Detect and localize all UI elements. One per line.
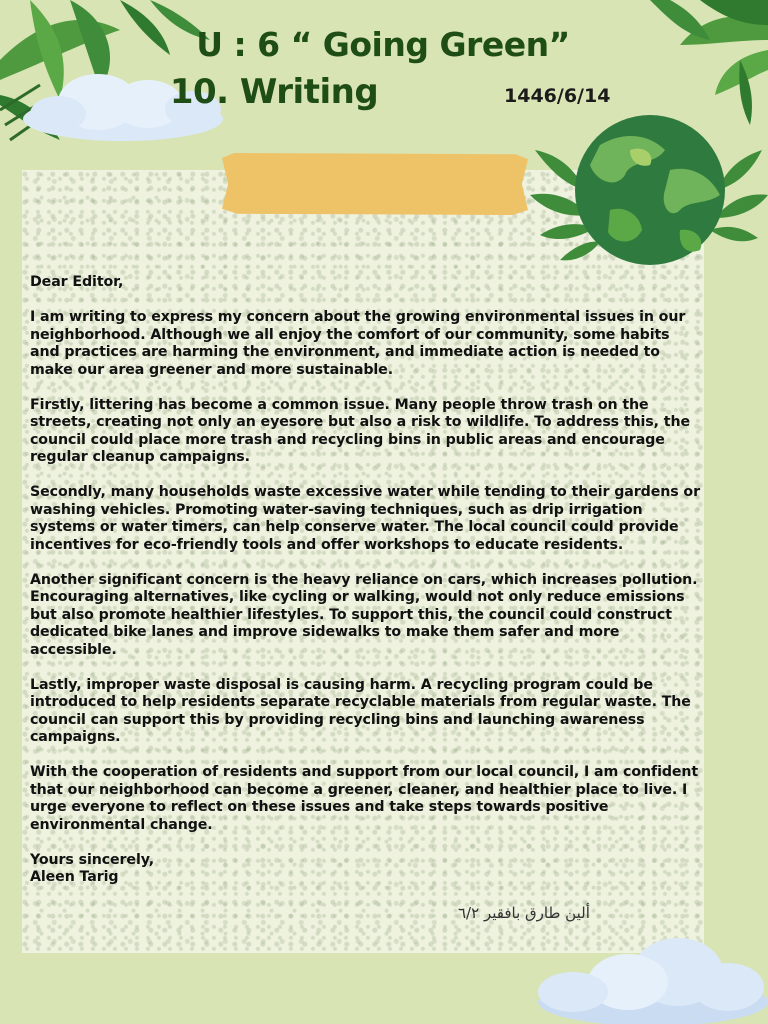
letter-salutation: Dear Editor, [30,274,124,290]
handwritten-note: ألين طارق بافقير ٦/٢ [458,904,590,922]
letter-body [30,274,702,887]
letter-paragraph: Another significant concern is the heavy reliance on cars, which increases pollution. Encouraging alternatives, like cycling or walking, would not only reduce emissions but also promote healthier lifestyles. To support this, the council could construct dedicated bike lanes and improve sidewalks to make them safer and more accessible. [30,571,698,658]
letter-paragraph: Secondly, many households waste excessive water while tending to their gardens or washing vehicles. Promoting water-saving techniques, such as drip irrigation systems or water timers, can help conserve water. The local council could provide incentives for eco-friendly tools and offer workshops to educate residents. [30,484,700,553]
letter-signature: Aleen Tarig [30,869,119,885]
letter-closing: Yours sincerely, [30,851,155,868]
letter-paragraph: I am writing to express my concern about the growing environmental issues in our neighborhood. Although we all enjoy the comfort of our community, some habits and practices are harming the environment, and immediate action is needed to make our area greener and more sustainable. [30,309,686,378]
section-title: 10. Writing [169,72,379,112]
letter-paragraph: Lastly, improper waste disposal is causing harm. A recycling program could be introduced to help residents separate recyclable materials from regular waste. The council can support this by providing recycling bins and launching awareness campaigns. [30,676,691,745]
cloud-bottom-right-icon [528,932,768,1024]
tape-strip [222,153,528,215]
date-label: 1446/6/14 [504,85,611,107]
unit-title: U : 6 “ Going Green” [196,25,570,64]
letter-paragraph: Firstly, littering has become a common issue. Many people throw trash on the streets, creating not only an eyesore but also a risk to wildlife. To address this, the council could place more trash and recycling bins in public areas and encourage regular cleanup campaigns. [30,396,690,465]
earth-globe-icon [530,110,768,275]
letter-paragraph: With the cooperation of residents and support from our local council, I am confident that our neighborhood can become a greener, cleaner, and healthier place to live. I urge everyone to reflect on these issues and take steps towards positive environmental change. [30,764,699,833]
